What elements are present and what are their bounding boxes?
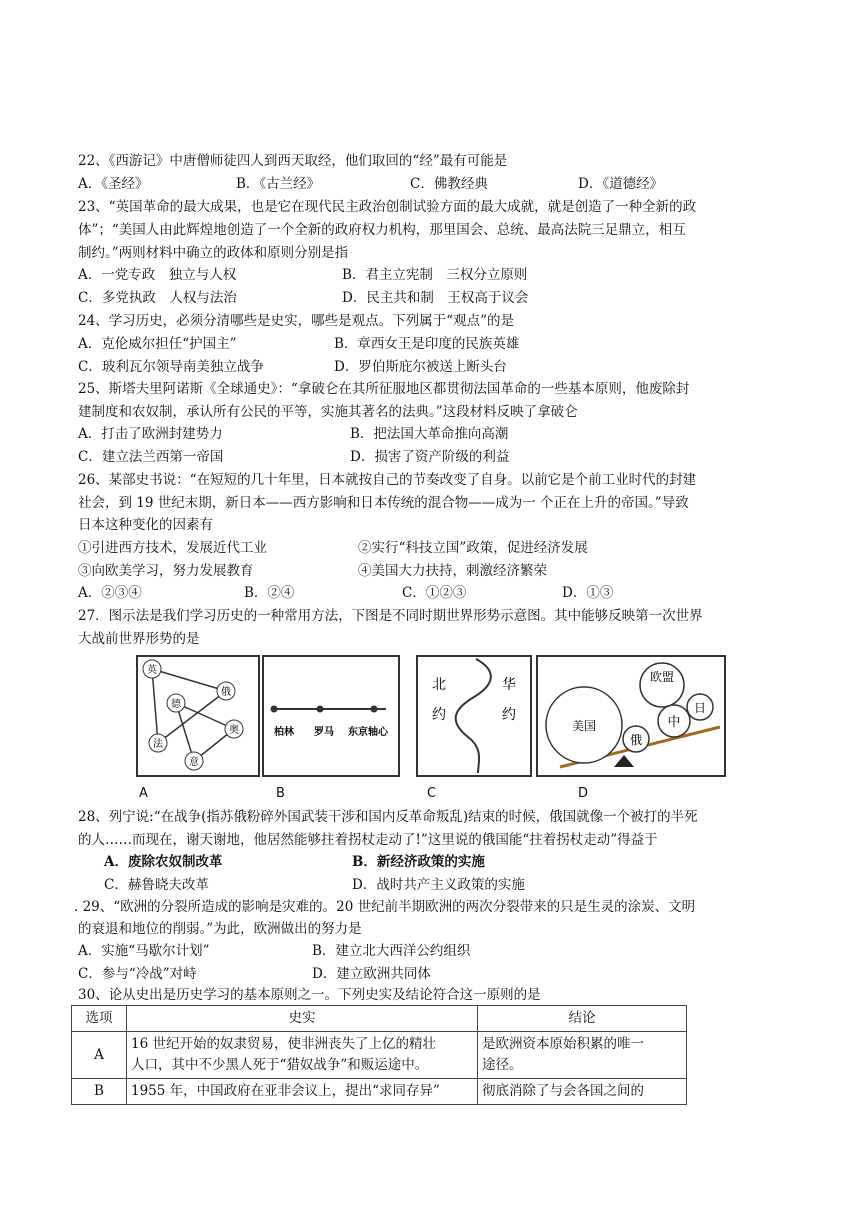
q25-option-b: B．把法国大革命推向高潮 bbox=[350, 426, 509, 442]
q22-stem: 22、《西游记》中唐僧师徒四人到西天取经，他们取回的“经”最有可能是 bbox=[78, 153, 508, 169]
q26-item-3: ③向欧美学习，努力发展教育 bbox=[78, 563, 254, 579]
node-britain: 英 bbox=[147, 665, 157, 676]
header-conclusion: 结论 bbox=[478, 1006, 687, 1032]
label-russia: 俄 bbox=[629, 733, 643, 747]
fact-line: 人口，其中不少黑人死于“猎奴战争”和贩运途中。 bbox=[131, 1057, 429, 1073]
conclusion-line: 是欧洲资本原始积累的唯一 bbox=[482, 1036, 644, 1052]
row-conclusion: 彻底消除了与会各国之间的 bbox=[478, 1079, 687, 1105]
q29-option-d: D．建立欧洲共同体 bbox=[312, 966, 431, 982]
q26-option-b: B．②④ bbox=[244, 585, 295, 601]
figure-c-label: C bbox=[427, 786, 437, 801]
q22-option-a: A．《圣经》 bbox=[78, 176, 149, 192]
node-russia: 俄 bbox=[221, 687, 231, 698]
q26-stem-3: 日本这种变化的因素有 bbox=[78, 517, 213, 533]
q26-option-d: D．①③ bbox=[562, 585, 614, 601]
table-row bbox=[72, 1079, 687, 1105]
q27-stem-1: 27．图示法是我们学习历史的一种常用方法，下图是不同时期世界形势示意图。其中能够反映第一次世界 bbox=[78, 608, 703, 624]
q26-option-a: A．②③④ bbox=[78, 585, 142, 601]
node-austria: 奥 bbox=[229, 725, 239, 736]
figure-c-blocs bbox=[416, 655, 532, 777]
q28-option-a: A．废除农奴制改革 bbox=[104, 854, 223, 870]
q28-option-b: B．新经济政策的实施 bbox=[352, 854, 485, 870]
row-option: A bbox=[72, 1032, 127, 1079]
q25-option-d: D．损害了资产阶级的利益 bbox=[350, 449, 510, 465]
q25-option-c: C．建立法兰西第一帝国 bbox=[78, 449, 224, 465]
q22-option-d: D．《道德经》 bbox=[578, 176, 664, 192]
figure-b-label: B bbox=[276, 786, 285, 801]
figure-d-multipolar bbox=[536, 655, 726, 777]
q23-stem-3: 制约。”两则材料中确立的政体和原则分别是指 bbox=[78, 245, 349, 261]
figure-a-alliances bbox=[136, 655, 260, 777]
q24-option-d: D．罗伯斯庇尔被送上断头台 bbox=[334, 359, 507, 375]
figure-a-label: A bbox=[139, 786, 148, 801]
table-row bbox=[72, 1032, 687, 1079]
label-china: 中 bbox=[667, 715, 681, 730]
label-yue-1: 约 bbox=[432, 707, 446, 723]
q29-stem-1: . 29、“欧洲的分裂所造成的影响是灾难的。20 世纪前半期欧洲的两次分裂带来的只是生灵的涂炭、文明 bbox=[74, 899, 696, 915]
q26-option-c: C．①②③ bbox=[402, 585, 467, 601]
q24-option-c: C．玻利瓦尔领导南美独立战争 bbox=[78, 359, 264, 375]
figure-b-axis bbox=[262, 655, 400, 777]
q23-stem-1: 23、“英国革命的最大成果，也是它在现代民主政治创制试验方面的最大成就，就是创造了一种全新的政 bbox=[78, 199, 697, 215]
q28-option-c: C．赫鲁晓夫改革 bbox=[104, 877, 209, 893]
label-usa: 美国 bbox=[571, 719, 597, 733]
q28-stem-1: 28、列宁说:“在战争(指苏俄粉碎外国武装干涉和国内反革命叛乱)结束的时候，俄国就像一个被打的半死 bbox=[78, 809, 698, 825]
q29-option-a: A．实施“马歇尔计划” bbox=[78, 943, 210, 959]
q28-option-d: D．战时共产主义政策的实施 bbox=[352, 877, 525, 893]
q29-option-b: B．建立北大西洋公约组织 bbox=[312, 943, 471, 959]
label-japan: 日 bbox=[693, 701, 707, 715]
label-hua: 华 bbox=[502, 677, 516, 693]
figure-c-diagram bbox=[418, 657, 530, 775]
figure-b-diagram bbox=[264, 657, 398, 775]
q25-stem-2: 建制度和农奴制，承认所有公民的平等，实施其著名的法典。”这段材料反映了拿破仑 bbox=[78, 404, 578, 420]
q26-stem-2: 社会，到 19 世纪末期，新日本——西方影响和日本传统的混合物——成为一 个正在上升的帝国。”导致 bbox=[78, 495, 689, 511]
header-option: 选项 bbox=[72, 1006, 127, 1032]
node-germany: 德 bbox=[171, 699, 181, 710]
q23-option-b: B．君主立宪制 三权分立原则 bbox=[342, 267, 528, 283]
q26-item-4: ④美国大力扶持，刺激经济繁荣 bbox=[358, 563, 547, 579]
q24-option-b: B．章西女王是印度的民族英雄 bbox=[334, 336, 520, 352]
q24-stem: 24、学习历史，必须分清哪些是史实，哪些是观点。下列属于“观点”的是 bbox=[78, 313, 514, 329]
q23-option-c: C．多党执政 人权与法治 bbox=[78, 290, 237, 306]
row-fact: 1955 年，中国政府在亚非会议上，提出“求同存异” bbox=[127, 1079, 478, 1105]
figure-d-label: D bbox=[578, 786, 589, 801]
conclusion-line: 途径。 bbox=[482, 1057, 523, 1073]
fact-line: 16 世纪开始的奴隶贸易，使非洲丧失了上亿的精壮 bbox=[131, 1036, 436, 1052]
q23-option-a: A．一党专政 独立与人权 bbox=[78, 267, 237, 283]
row-conclusion bbox=[478, 1032, 687, 1079]
label-tokyo-axis: 东京轴心 bbox=[348, 727, 388, 738]
node-italy: 意 bbox=[189, 757, 199, 768]
row-fact bbox=[127, 1032, 478, 1079]
label-eu: 欧盟 bbox=[649, 670, 675, 684]
q22-option-c: C．佛教经典 bbox=[410, 176, 488, 192]
q25-option-a: A．打击了欧洲封建势力 bbox=[78, 426, 223, 442]
q26-item-2: ②实行“科技立国”政策，促进经济发展 bbox=[358, 540, 588, 556]
q26-item-1: ①引进西方技术，发展近代工业 bbox=[78, 540, 267, 556]
q29-stem-2: 的衰退和地位的削弱。”为此，欧洲做出的努力是 bbox=[78, 921, 362, 937]
q26-stem-1: 26、某部史书说：“在短短的几十年里，日本就按自己的节奏改变了自身。以前它是个前工业时代的封建 bbox=[78, 472, 697, 488]
q25-stem-1: 25、斯塔夫里阿诺斯《全球通史》：“拿破仑在其所征服地区都贯彻法国革命的一些基本原则，他废除封 bbox=[78, 381, 690, 397]
row-option: B bbox=[72, 1079, 127, 1105]
q23-option-d: D．民主共和制 王权高于议会 bbox=[342, 290, 529, 306]
q28-stem-2: 的人……而现在，谢天谢地，他居然能够拄着拐杖走动了!”这里说的俄国能“拄着拐杖走动”得益于 bbox=[78, 832, 658, 848]
figure-d-diagram bbox=[538, 657, 724, 775]
header-fact: 史实 bbox=[127, 1006, 478, 1032]
label-berlin: 柏林 bbox=[274, 727, 294, 738]
node-france: 法 bbox=[153, 739, 163, 750]
q23-stem-2: 体”；“美国人由此辉煌地创造了一个全新的政府权力机构，那里国会、总统、最高法院三足鼎立，相互 bbox=[78, 222, 686, 238]
label-yue-2: 约 bbox=[502, 707, 516, 723]
q30-stem: 30、论从史出是历史学习的基本原则之一。下列史实及结论符合这一原则的是 bbox=[78, 987, 541, 1003]
table-header-row bbox=[72, 1006, 687, 1032]
q30-table bbox=[71, 1005, 687, 1105]
q27-stem-2: 大战前世界形势的是 bbox=[78, 631, 200, 647]
q24-option-a: A．克伦威尔担任“护国主” bbox=[78, 336, 237, 352]
label-rome: 罗马 bbox=[314, 727, 334, 738]
q29-option-c: C．参与“冷战”对峙 bbox=[78, 966, 197, 982]
label-bei: 北 bbox=[432, 677, 446, 693]
figure-a-diagram bbox=[138, 657, 258, 775]
q22-option-b: B．《古兰经》 bbox=[236, 176, 321, 192]
